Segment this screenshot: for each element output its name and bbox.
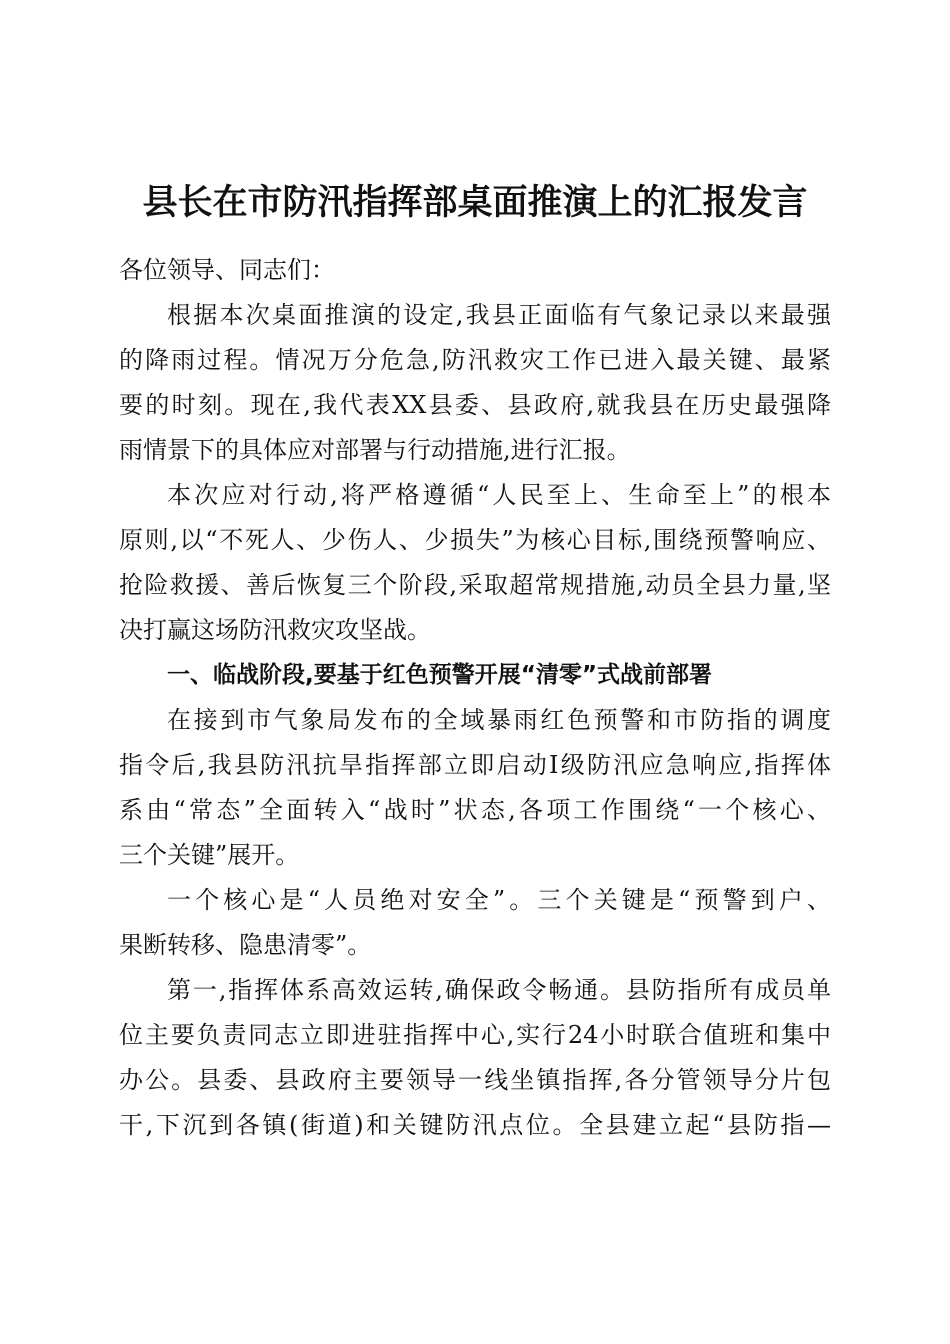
paragraph-line: 指令后,我县防汛抗旱指挥部立即启动I级防汛应急响应,指挥体: [119, 751, 831, 779]
paragraph-line: 三个关键”展开。: [119, 841, 300, 869]
paragraph-line: 原则,以“不死人、少伤人、少损失”为核心目标,围绕预警响应、: [119, 526, 831, 554]
paragraph-line: 第一,指挥体系高效运转,确保政令畅通。县防指所有成员单: [167, 976, 831, 1004]
document-body: [119, 248, 831, 1148]
paragraph-line: 的降雨过程。情况万分危急,防汛救灾工作已进入最关键、最紧: [119, 346, 831, 374]
paragraph-line: 一个核心是“人员绝对安全”。三个关键是“预警到户、: [167, 886, 831, 914]
paragraph-line: 位主要负责同志立即进驻指挥中心,实行24小时联合值班和集中: [119, 1021, 831, 1049]
paragraph-line: 要的时刻。现在,我代表XX县委、县政府,就我县在历史最强降: [119, 391, 831, 419]
paragraph-line: 办公。县委、县政府主要领导一线坐镇指挥,各分管领导分片包: [119, 1066, 831, 1094]
paragraph-line: 系由“常态”全面转入“战时”状态,各项工作围绕“一个核心、: [119, 796, 831, 824]
paragraph-line: 抢险救援、善后恢复三个阶段,采取超常规措施,动员全县力量,坚: [119, 571, 831, 599]
paragraph-line: 根据本次桌面推演的设定,我县正面临有气象记录以来最强: [167, 301, 831, 329]
paragraph-line: 决打赢这场防汛救灾攻坚战。: [119, 616, 431, 644]
document-title: 县长在市防汛指挥部桌面推演上的汇报发言: [142, 182, 808, 223]
paragraph-line: 果断转移、隐患清零”。: [119, 931, 372, 959]
paragraph-line: 在接到市气象局发布的全域暴雨红色预警和市防指的调度: [167, 706, 831, 734]
paragraph-line: 本次应对行动,将严格遵循“人民至上、生命至上”的根本: [167, 481, 831, 509]
paragraph-line: 各位领导、同志们：: [119, 256, 335, 284]
paragraph-line: 干,下沉到各镇(街道)和关键防汛点位。全县建立起“县防指—: [119, 1111, 831, 1139]
section-heading: 一、临战阶段,要基于红色预警开展“清零”式战前部署: [167, 662, 712, 688]
paragraph-line: 雨情景下的具体应对部署与行动措施,进行汇报。: [119, 436, 631, 464]
